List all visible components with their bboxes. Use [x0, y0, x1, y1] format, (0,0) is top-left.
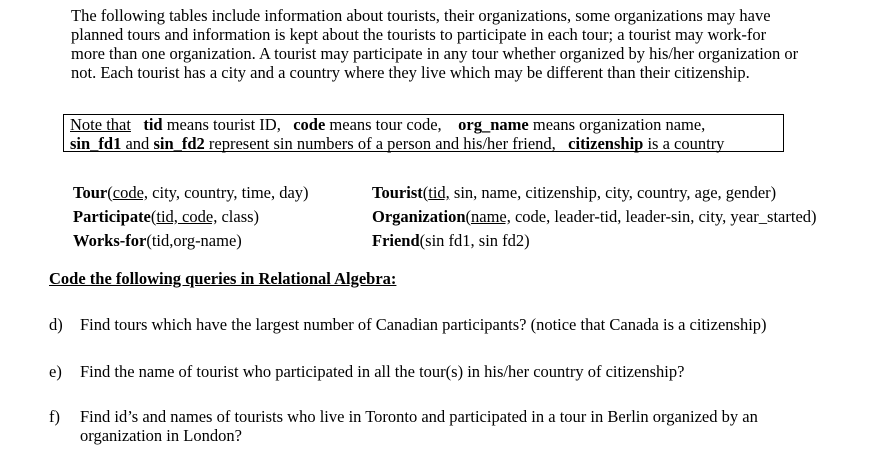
note-and: and — [121, 134, 154, 153]
schema-tourist-key: tid, — [428, 183, 450, 202]
note-tid-desc: means tourist ID, — [162, 115, 281, 134]
schema-tour-key: code, — [112, 183, 149, 202]
note-line-2 — [70, 134, 777, 153]
schema-tourist-attrs: sin, name, citizenship, city, country, age, gender) — [449, 183, 777, 202]
note-sin-fd1: sin_fd1 — [70, 134, 122, 153]
question-d — [49, 315, 820, 334]
question-text: Find id’s and names of tourists who live in Toronto and participated in a tour in Berlin organized by an organization in London? — [80, 407, 758, 445]
question-f — [49, 407, 820, 445]
schema-organization-attrs: code, leader-tid, leader-sin, city, year_started) — [510, 207, 817, 226]
note-sin-fd2: sin_fd2 — [153, 134, 205, 153]
question-letter: f) — [49, 407, 60, 426]
schema-tour-attrs: city, country, time, day) — [148, 183, 309, 202]
note-citizenship-desc: is a country — [643, 134, 725, 153]
note-sin-desc: represent sin numbers of a person and his/her friend, — [204, 134, 556, 153]
schema-participate-attrs: class) — [217, 207, 260, 226]
schema-friend-name: Friend — [372, 231, 420, 250]
question-letter: d) — [49, 315, 63, 334]
note-box — [63, 114, 784, 152]
schema-friend — [372, 231, 817, 255]
schema-works-for — [73, 231, 309, 255]
note-org-name-desc: means organization name, — [528, 115, 706, 134]
note-org-name: org_name — [458, 115, 529, 134]
schema-organization-name: Organization — [372, 207, 466, 226]
schema-open-paren: ( — [150, 207, 157, 226]
question-e — [49, 362, 820, 381]
note-label: Note that — [70, 115, 131, 134]
note-code-desc: means tour code, — [325, 115, 442, 134]
schema-works-for-attrs: (tid,org-name) — [146, 231, 242, 250]
intro-paragraph — [71, 6, 871, 82]
note-tid: tid — [143, 115, 163, 134]
schema-works-for-name: Works-for — [73, 231, 147, 250]
schema-open-paren: ( — [422, 183, 429, 202]
schema-open-paren: ( — [107, 183, 113, 202]
schema-organization — [372, 207, 817, 231]
question-letter: e) — [49, 362, 62, 381]
schema-participate-name: Participate — [73, 207, 151, 226]
queries-heading: Code the following queries in Relational Algebra: — [49, 269, 397, 288]
schema-right-column — [372, 183, 817, 255]
schema-friend-attrs: (sin fd1, sin fd2) — [419, 231, 530, 250]
note-line-1 — [70, 115, 777, 134]
schema-open-paren: ( — [465, 207, 471, 226]
schema-participate-key: tid, code, — [156, 207, 218, 226]
schema-left-column — [73, 183, 309, 255]
question-text: Find tours which have the largest number of Canadian participants? (notice that Canada is a citizenship) — [80, 315, 767, 334]
intro-line: The following tables include information about tourists, their organizations, some organizations may have — [71, 6, 771, 25]
intro-line: more than one organization. A tourist may participate in any tour whether organized by his/her organization or — [71, 44, 799, 63]
schema-tourist-name: Tourist — [372, 183, 423, 202]
question-text: Find the name of tourist who participated in all the tour(s) in his/her country of citizenship? — [80, 362, 685, 381]
note-code: code — [293, 115, 326, 134]
schema-organization-key: name, — [471, 207, 511, 226]
schema-tourist — [372, 183, 817, 207]
intro-line: planned tours and information is kept about the tourists to participate in each tour; a tourist may work-for — [71, 25, 767, 44]
schema-tour-name: Tour — [73, 183, 108, 202]
intro-line: not. Each tourist has a city and a country where they live which may be different than their citizenship. — [71, 63, 750, 82]
schema-tour — [73, 183, 309, 207]
schema-participate — [73, 207, 309, 231]
note-citizenship: citizenship — [568, 134, 644, 153]
